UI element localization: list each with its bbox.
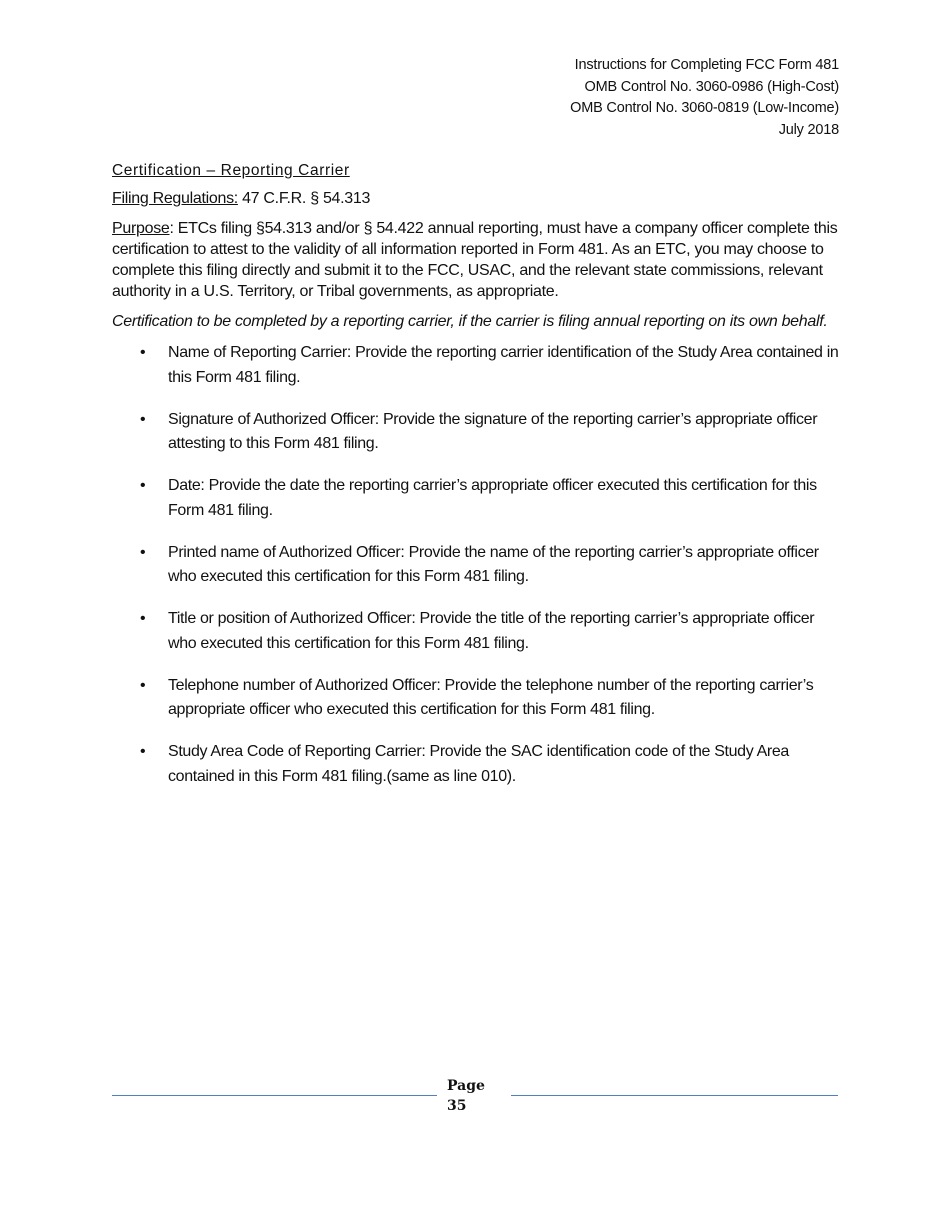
instruction-list xyxy=(112,341,842,789)
filing-regulations xyxy=(112,188,842,209)
list-item-text: Study Area Code of Reporting Carrier: Provide the SAC identification code of the Study Area contained in this Form 481 filing.(same as line 010). xyxy=(168,743,789,785)
purpose-text: : ETCs filing §54.313 and/or § 54.422 annual reporting, must have a company officer complete this certification to attest to the validity of all information reported in Form 481. As an ETC, you may choose to complete this filing directly and submit it to the FCC, USAC, and the relevant state commissions, relevant authority in a U.S. Territory, or Tribal governments, as appropriate. xyxy=(112,220,838,300)
filing-regulations-value: 47 C.F.R. § 54.313 xyxy=(237,190,371,207)
bullet-icon: • xyxy=(140,477,146,494)
bullet-icon: • xyxy=(140,543,146,561)
bullet-icon: • xyxy=(140,676,146,694)
list-item-text: Date: Provide the date the reporting carrier’s appropriate officer executed this certification for this Form 481 filing. xyxy=(168,477,817,519)
certification-note: Certification to be completed by a reporting carrier, if the carrier is filing annual reporting on its own behalf. xyxy=(112,313,828,330)
document-header xyxy=(570,55,839,141)
list-item-text: Printed name of Authorized Officer: Provide the name of the reporting carrier’s appropriate officer who executed this certification for this Form 481 filing. xyxy=(168,543,819,585)
purpose-paragraph xyxy=(112,218,842,302)
page-number-label xyxy=(447,1076,485,1116)
list-item xyxy=(112,408,842,457)
header-omb-high-cost: OMB Control No. 3060-0986 (High-Cost) xyxy=(584,78,839,95)
list-item-text: Signature of Authorized Officer: Provide the signature of the reporting carrier’s appropriate officer attesting to this Form 481 filing. xyxy=(168,410,818,452)
page-footer xyxy=(112,1076,838,1118)
list-item-text: Title or position of Authorized Officer: Provide the title of the reporting carrier’s appropriate officer who executed this certification for this Form 481 filing. xyxy=(168,610,815,652)
filing-regulations-label: Filing Regulations: xyxy=(112,190,238,207)
bullet-icon: • xyxy=(140,344,146,361)
bullet-icon: • xyxy=(140,410,146,428)
list-item-text: Telephone number of Authorized Officer: Provide the telephone number of the reporting carrier’s appropriate officer who executed this certification for this Form 481 filing. xyxy=(168,676,814,718)
list-item xyxy=(112,740,842,789)
list-item xyxy=(112,674,842,723)
list-item xyxy=(112,607,842,656)
purpose-label: Purpose xyxy=(112,220,170,237)
list-item xyxy=(112,541,842,590)
main-content xyxy=(112,162,842,807)
header-date: July 2018 xyxy=(778,121,839,138)
list-item xyxy=(112,341,842,390)
bullet-icon: • xyxy=(140,610,146,627)
list-item-text: Name of Reporting Carrier: Provide the reporting carrier identification of the Study Area contained in this Form 481 filing. xyxy=(168,344,839,386)
footer-rule-right xyxy=(511,1095,838,1096)
bullet-icon: • xyxy=(140,743,146,760)
page-word: Page xyxy=(447,1078,485,1094)
header-form-title: Instructions for Completing FCC Form 481 xyxy=(574,57,839,73)
list-item xyxy=(112,474,842,523)
section-title: Certification – Reporting Carrier xyxy=(112,162,350,179)
footer-rule-left xyxy=(112,1095,437,1096)
page-number: 35 xyxy=(447,1098,467,1114)
header-omb-low-income: OMB Control No. 3060-0819 (Low-Income) xyxy=(570,100,839,116)
